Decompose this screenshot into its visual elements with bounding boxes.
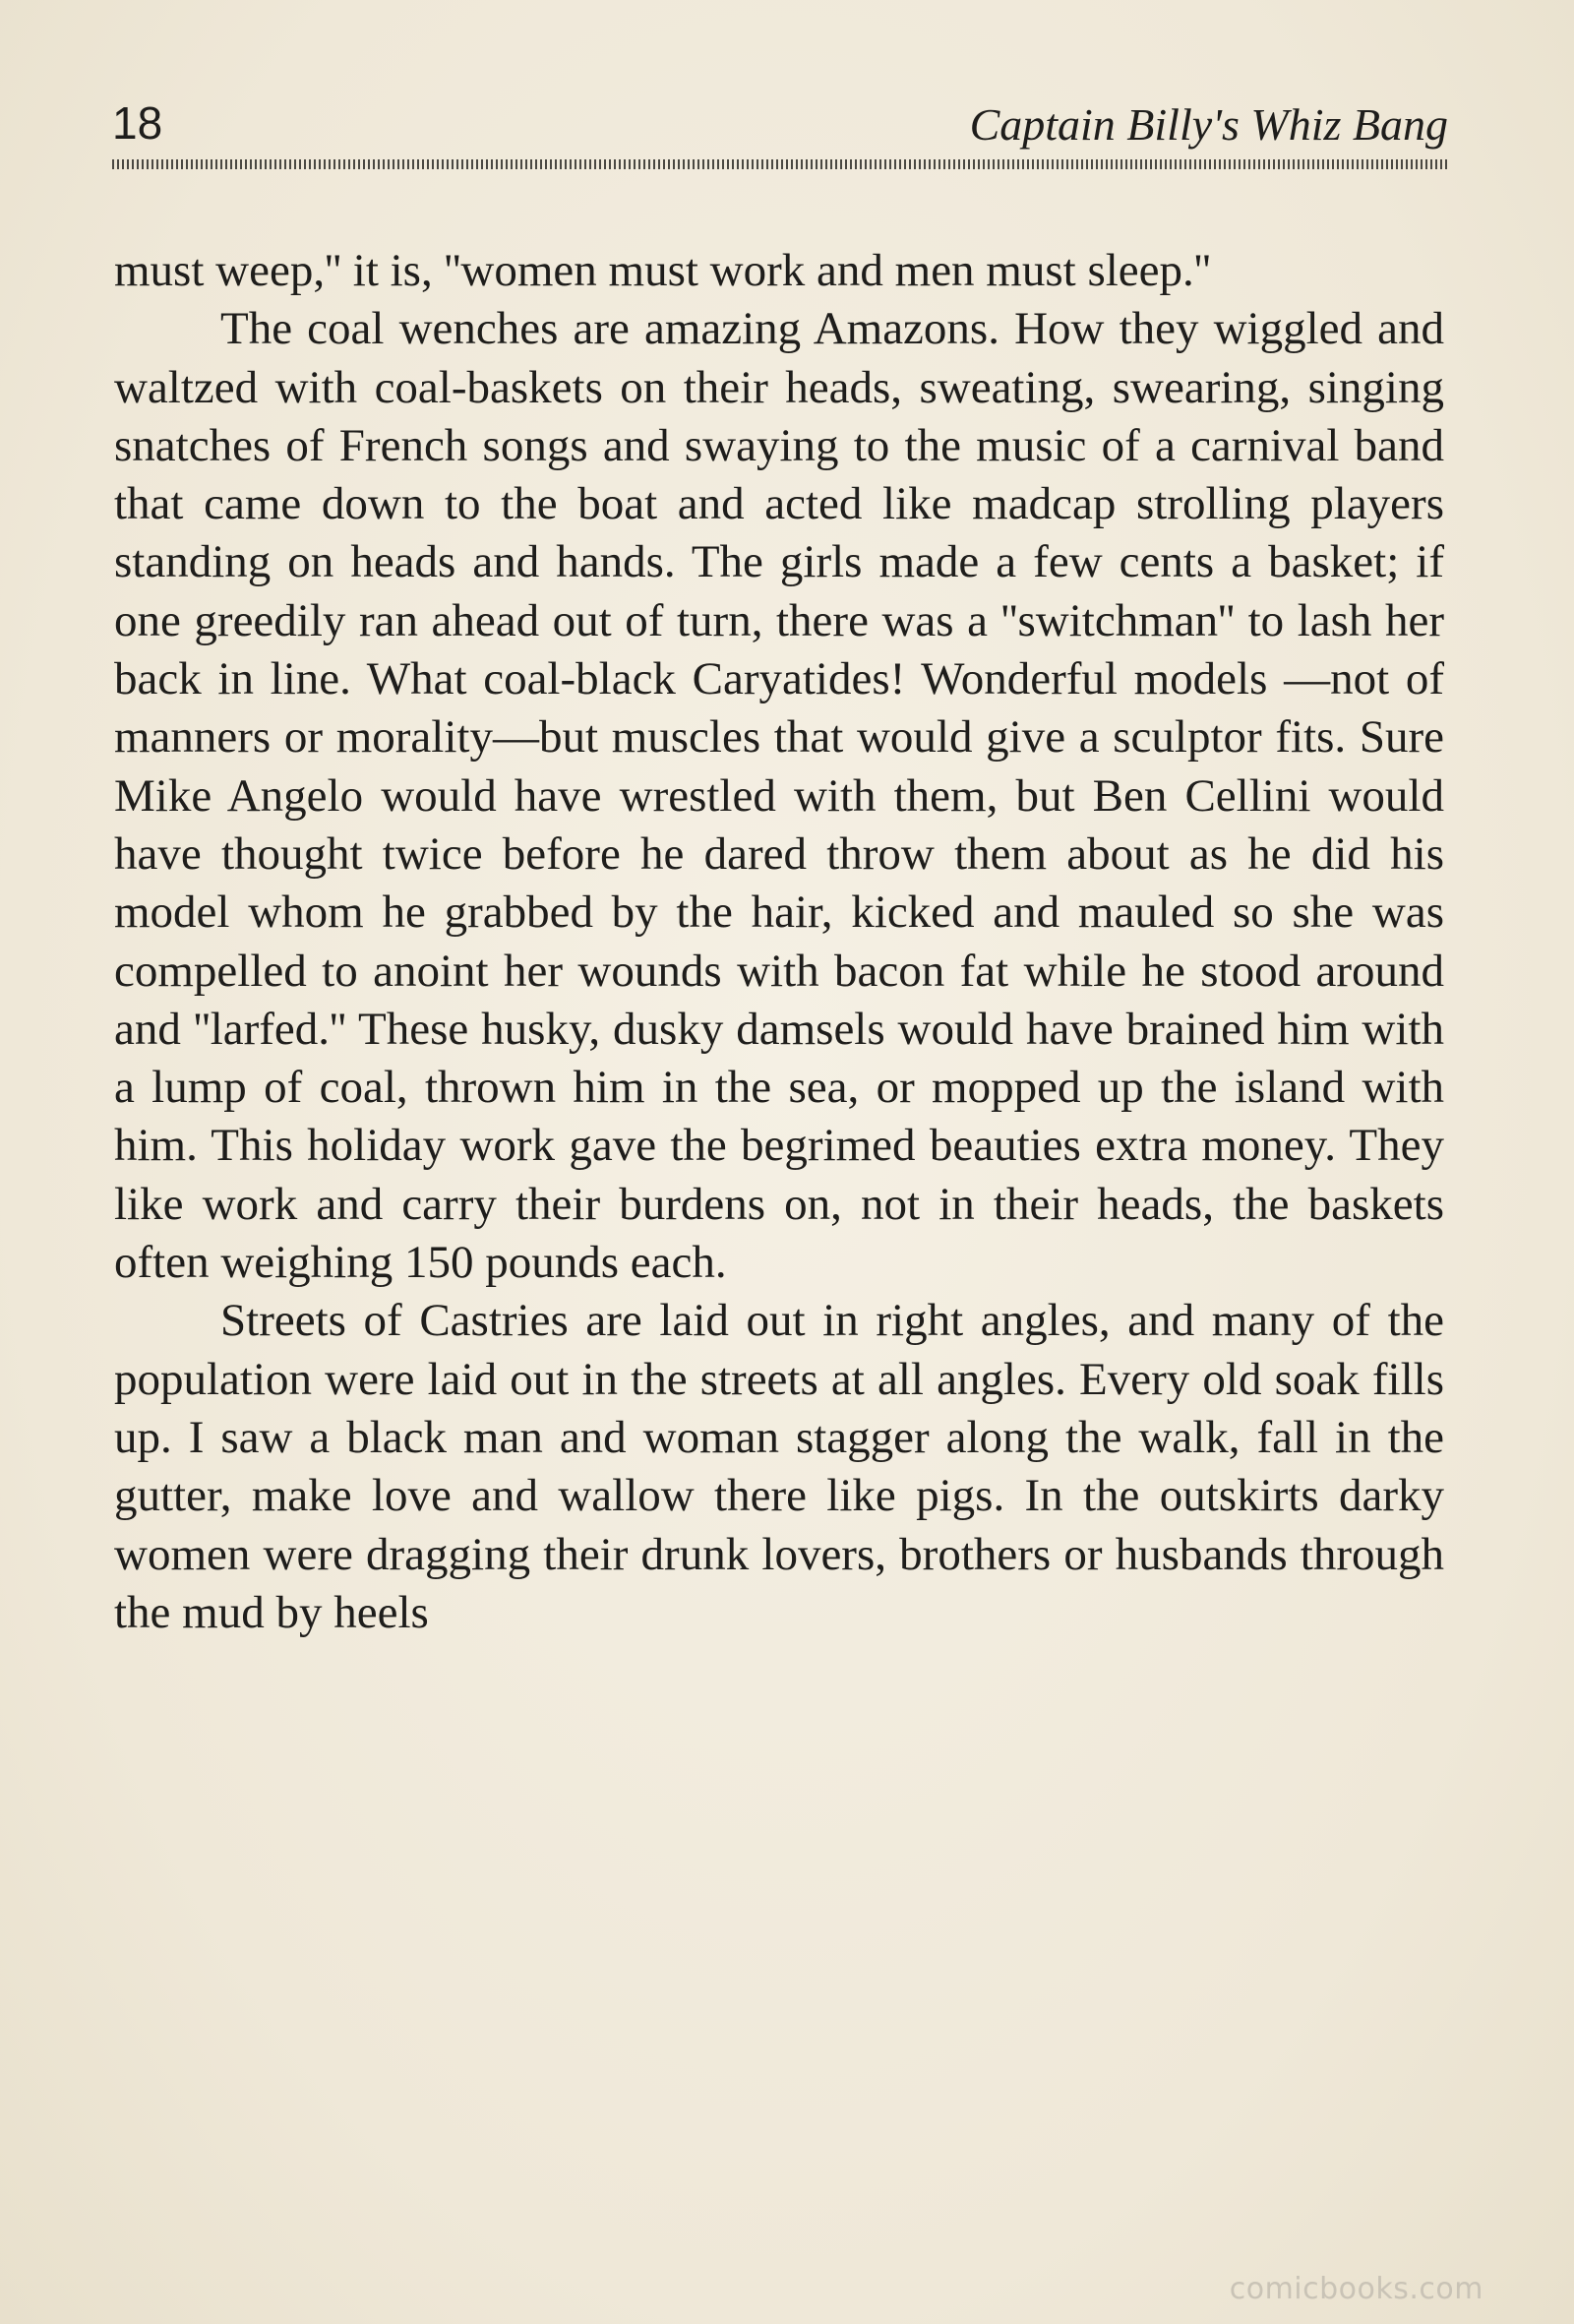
running-head-title: Captain Billy's Whiz Bang xyxy=(969,99,1448,150)
header-rule xyxy=(112,159,1448,169)
body-text xyxy=(114,242,1444,1642)
page-number: 18 xyxy=(112,97,163,149)
paragraph-castries-streets: Streets of Castries are laid out in right angles, and many of the population were laid out in the streets at all angles. Every old soak fills up. I saw a black man and woman stagger along the walk, fall in the gutter, make love and wallow there like pigs. In the outskirts darky women were dragging their drunk lovers, brothers or husbands through the mud by heels xyxy=(114,1295,1444,1638)
page-header xyxy=(112,96,1448,155)
paragraph-coal-wenches: The coal wenches are amazing Amazons. How they wiggled and waltzed with coal-baskets on their heads, sweating, swearing, singing snatches of French songs and swaying to the music of a carnival band that came down to the boat and acted like madcap strolling players standing on heads and hands. The girls made a few cents a basket; if one greedily ran ahead out of turn, there was a ''switchman'' to lash her back in line. What coal-black Caryatides! Wonderful models —not of manners or morality—but muscles that would give a sculptor fits. Sure Mike Angelo would have wrestled with them, but Ben Cellini would have thought twice before he dared throw them about as he did his model whom he grabbed by the hair, kicked and mauled so she was compelled to anoint her wounds with bacon fat while he stood around and ''larfed.'' These husky, dusky damsels would have brained him with a lump of coal, thrown him in the sea, or mopped up the island with him. This holiday work gave the begrimed beauties extra money. They like work and carry their burdens on, not in their heads, the baskets often weighing 150 pounds each. xyxy=(114,303,1444,1289)
paragraph-continuation: must weep,'' it is, ''women must work and men must sleep.'' xyxy=(114,245,1211,296)
watermark: comicbooks.com xyxy=(1229,2272,1483,2306)
